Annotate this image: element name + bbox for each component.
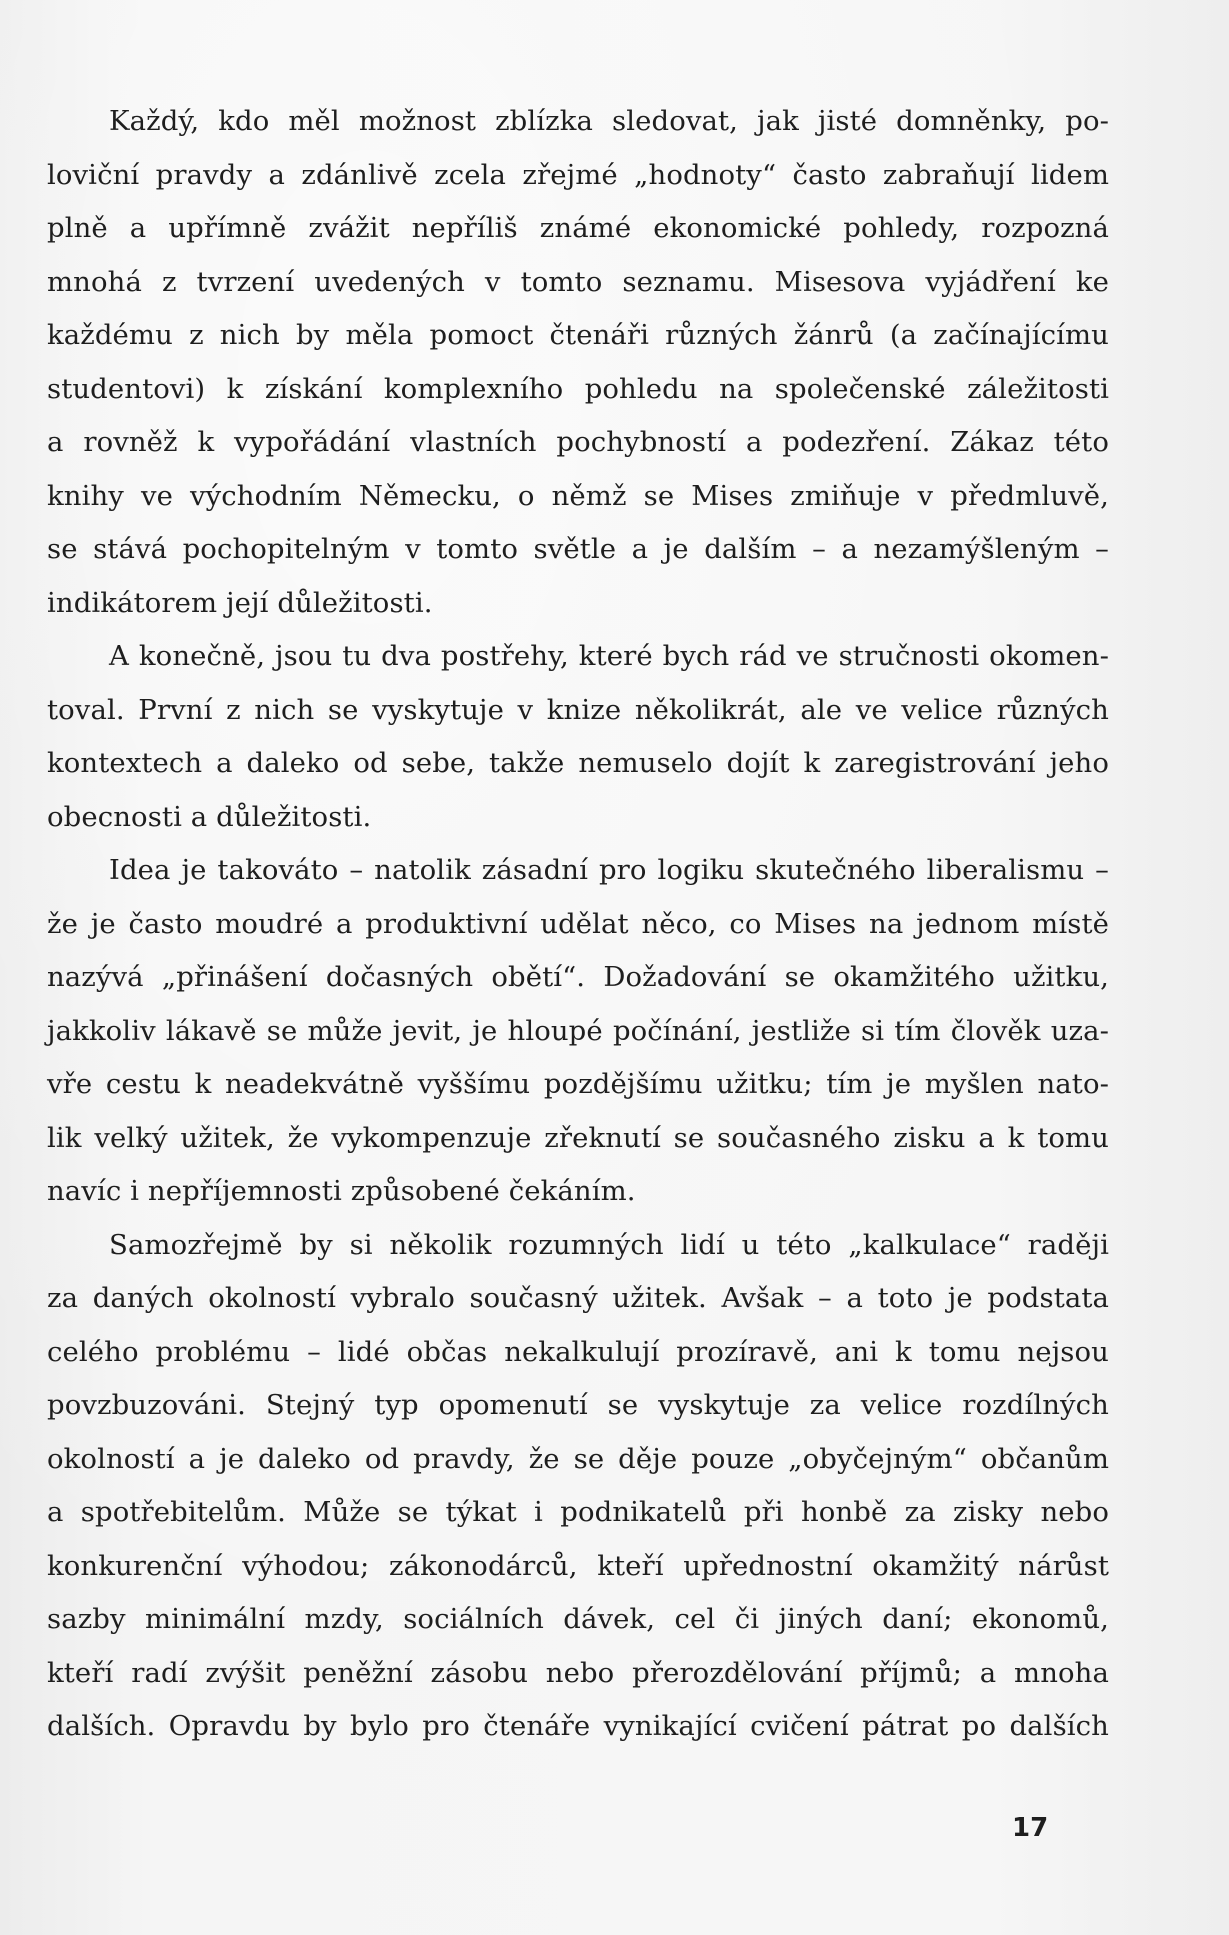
text-line: za daných okolností vybralo současný užitek. Avšak – a toto je podstata [47,1282,1109,1314]
paragraph-1 [47,95,1109,630]
text-line: indikátorem její důležitosti. [47,586,433,619]
text-line: studentovi) k získání komplexního pohledu na společenské záležitosti [47,372,1109,405]
text-line: navíc i nepříjemnosti způsobené čekáním. [47,1175,636,1207]
text-line: vře cestu k neadekvátně vyššímu pozdějšímu užitku; tím je myšlen nato- [47,1068,1109,1100]
text-line: dalších. Opravdu by bylo pro čtenáře vynikající cvičení pátrat po dalších [47,1710,1109,1742]
text-line: obecnosti a důležitosti. [47,800,372,833]
text-line: Idea je takováto – natolik zásadní pro logiku skutečného liberalismu – [109,854,1109,886]
text-line: sazby minimální mzdy, sociálních dávek, cel či jiných daní; ekonomů, [47,1603,1109,1635]
text-line: celého problému – lidé občas nekalkulují prozíravě, ani k tomu nejsou [47,1335,1109,1368]
paragraph-3 [47,844,1109,1219]
text-line: A konečně, jsou tu dva postřehy, které bych rád ve stručnosti okomen- [109,640,1109,672]
text-line: konkurenční výhodou; zákonodárců, kteří upřednostní okamžitý nárůst [47,1549,1109,1582]
text-line: loviční pravdy a zdánlivě zcela zřejmé „hodnoty“ často zabraňují lidem [47,158,1109,191]
text-line: knihy ve východním Německu, o němž se Mises zmiňuje v předmluvě, [47,479,1109,512]
paragraph-4 [47,1219,1109,1754]
page-number: 17 [1012,1813,1049,1843]
text-line: povzbuzováni. Stejný typ opomenutí se vyskytuje za velice rozdílných [47,1389,1109,1421]
text-line: že je často moudré a produktivní udělat něco, co Mises na jednom místě [47,907,1109,940]
text-line: plně a upřímně zvážit nepříliš známé ekonomické pohledy, rozpozná [47,212,1109,244]
text-line: a spotřebitelům. Může se týkat i podnikatelů při honbě za zisky nebo [47,1496,1109,1528]
text-line: kteří radí zvýšit peněžní zásobu nebo přerozdělování příjmů; a mnoha [47,1656,1109,1689]
paragraph-2 [47,630,1109,844]
text-line: okolností a je daleko od pravdy, že se děje pouze „obyčejným“ občanům [47,1442,1109,1475]
text-line: Samozřejmě by si několik rozumných lidí u této „kalkulace“ raději [109,1228,1109,1261]
text-line: mnohá z tvrzení uvedených v tomto seznamu. Misesova vyjádření ke [47,265,1109,298]
text-line: Každý, kdo měl možnost zblízka sledovat, jak jisté domněnky, po- [109,105,1109,137]
text-line: každému z nich by měla pomoct čtenáři různých žánrů (a začínajícímu [47,319,1109,351]
text-line: lik velký užitek, že vykompenzuje zřeknutí se současného zisku a k tomu [47,1121,1109,1154]
text-line: toval. První z nich se vyskytuje v knize několikrát, ale ve velice různých [47,693,1109,726]
text-line: jakkoliv lákavě se může jevit, je hloupé počínání, jestliže si tím člověk uza- [47,1014,1109,1047]
body-text [47,95,1109,1754]
text-line: a rovněž k vypořádání vlastních pochybností a podezření. Zákaz této [47,426,1109,458]
text-line: nazývá „přinášení dočasných obětí“. Dožadování se okamžitého užitku, [47,961,1109,993]
text-line: kontextech a daleko od sebe, takže nemuselo dojít k zaregistrování jeho [47,747,1109,779]
text-line: se stává pochopitelným v tomto světle a je dalším – a nezamýšleným – [47,533,1109,565]
